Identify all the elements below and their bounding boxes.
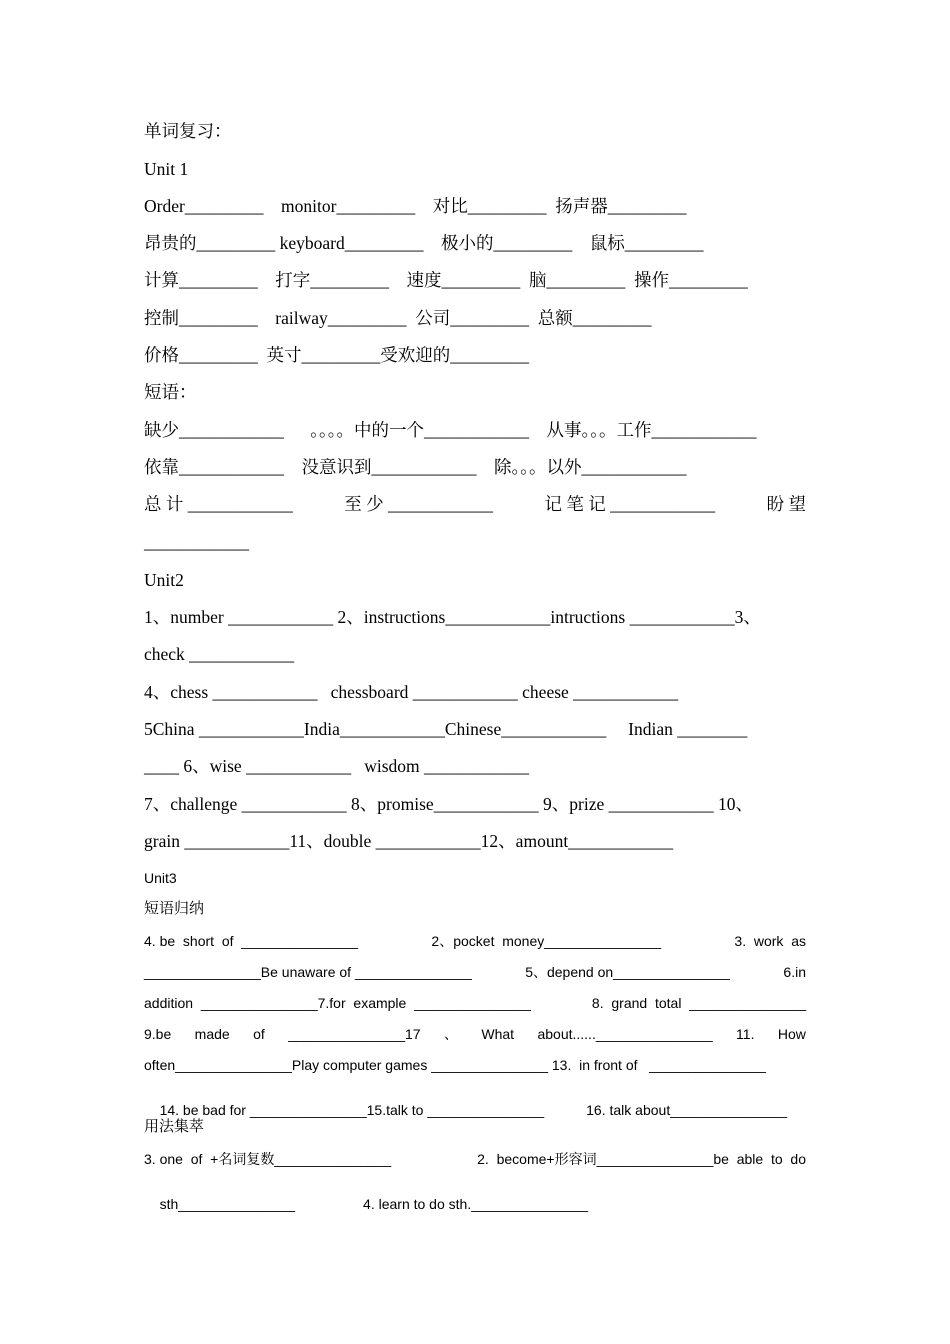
unit1-vocab-line: 控制_________ railway_________ 公司_________ 总额_________ [144,308,652,328]
page-title: 单词复习： [144,121,232,141]
unit3-phrase-line [144,1027,806,1041]
phrase-item: 3. work as [734,933,806,949]
unit3-phrases-heading: 短语归纳 [144,899,205,917]
unit1-vocab-line: 价格_________ 英寸_________受欢迎的_________ [144,345,529,365]
unit1-phrase-line [144,496,806,514]
unit1-vocab-line: 计算_________ 打字_________ 速度_________ 脑_________ 操作_________ [144,270,748,290]
unit3-phrase-line [144,965,806,979]
unit2-word-line: grain ____________11、double ____________12、amount____________ [144,831,674,851]
phrase-word: 11. [736,1026,755,1042]
phrase-item: addition _______________7.for example _______________ [144,995,531,1011]
usage-item: 2. become+形容词_______________be able to do [477,1151,806,1167]
unit3-phrase-line [144,996,806,1010]
unit3-phrase-line [144,934,806,948]
usage-item: 4. learn to do sth._______________ [363,1196,589,1212]
phrase-word: _______________17 [288,1026,421,1042]
unit2-word-line: 5China ____________India____________Chinese____________ Indian ________ [144,719,748,739]
phrase-item: 5、depend on_______________ [525,964,730,980]
unit1-phrase-line: 缺少____________ 。。。。中的一个____________ 从事。。。工作____________ [144,420,757,440]
usage-heading: 用法集萃 [144,1117,205,1135]
phrase-word: 9.be [144,1026,172,1042]
phrase-word: What [481,1026,515,1042]
unit3-heading: Unit3 [144,870,177,886]
phrase-word: of [253,1026,265,1042]
unit2-word-line: 4、chess ____________ chessboard ____________ cheese ____________ [144,682,679,702]
phrase-word: about......_______________ [537,1026,713,1042]
phrase-item: 6.in [783,964,806,980]
phrase-item: 2、pocket money_______________ [431,933,662,949]
phrase-word: How [777,1026,806,1042]
unit1-phrase-line: 依靠____________ 没意识到____________ 除。。。以外____________ [144,457,687,477]
unit2-heading: Unit2 [144,570,184,590]
usage-line [144,1152,806,1166]
phrase-item: 8. grand total _______________ [591,995,806,1011]
unit2-word-line: check ____________ [144,644,295,664]
unit1-vocab-line: 昂贵的_________ keyboard_________ 极小的_________ 鼠标_________ [144,233,704,253]
usage-item: sth_______________ [159,1196,296,1212]
phrase-word: made [194,1026,230,1042]
phrase-item: 16. talk about_______________ [586,1102,787,1118]
phrase-item: _______________Be unaware of _______________ [144,964,472,980]
unit3-phrase-line: often_______________Play computer games _______________ 13. in front of _______________ [144,1057,766,1073]
phrase-item: 记 笔 记 ____________ [544,494,716,514]
phrase-item: 至 少 ____________ [344,494,493,514]
unit1-vocab-line: Order_________ monitor_________ 对比_________ 扬声器_________ [144,196,687,216]
phrase-word: 、 [443,1026,458,1042]
phrase-item: 总 计 ____________ [144,494,293,514]
unit2-word-line: 7、challenge ____________ 8、promise____________ 9、prize ____________ 10、 [144,794,754,814]
phrase-item: 盼 望 [766,494,806,514]
usage-item: 3. one of +名词复数_______________ [144,1151,392,1167]
usage-line [144,1183,806,1225]
phrase-item: 4. be short of _______________ [144,933,359,949]
unit2-word-line: 1、number ____________ 2、instructions____________intructions ____________3、 [144,607,761,627]
unit2-word-line: ____ 6、wise ____________ wisdom ____________ [144,756,529,776]
unit1-phrase-line: ____________ [144,532,249,552]
unit1-heading: Unit 1 [144,159,189,179]
unit1-phrases-heading: 短语： [144,382,197,402]
phrase-item: 14. be bad for _______________15.talk to _______________ [159,1102,545,1118]
